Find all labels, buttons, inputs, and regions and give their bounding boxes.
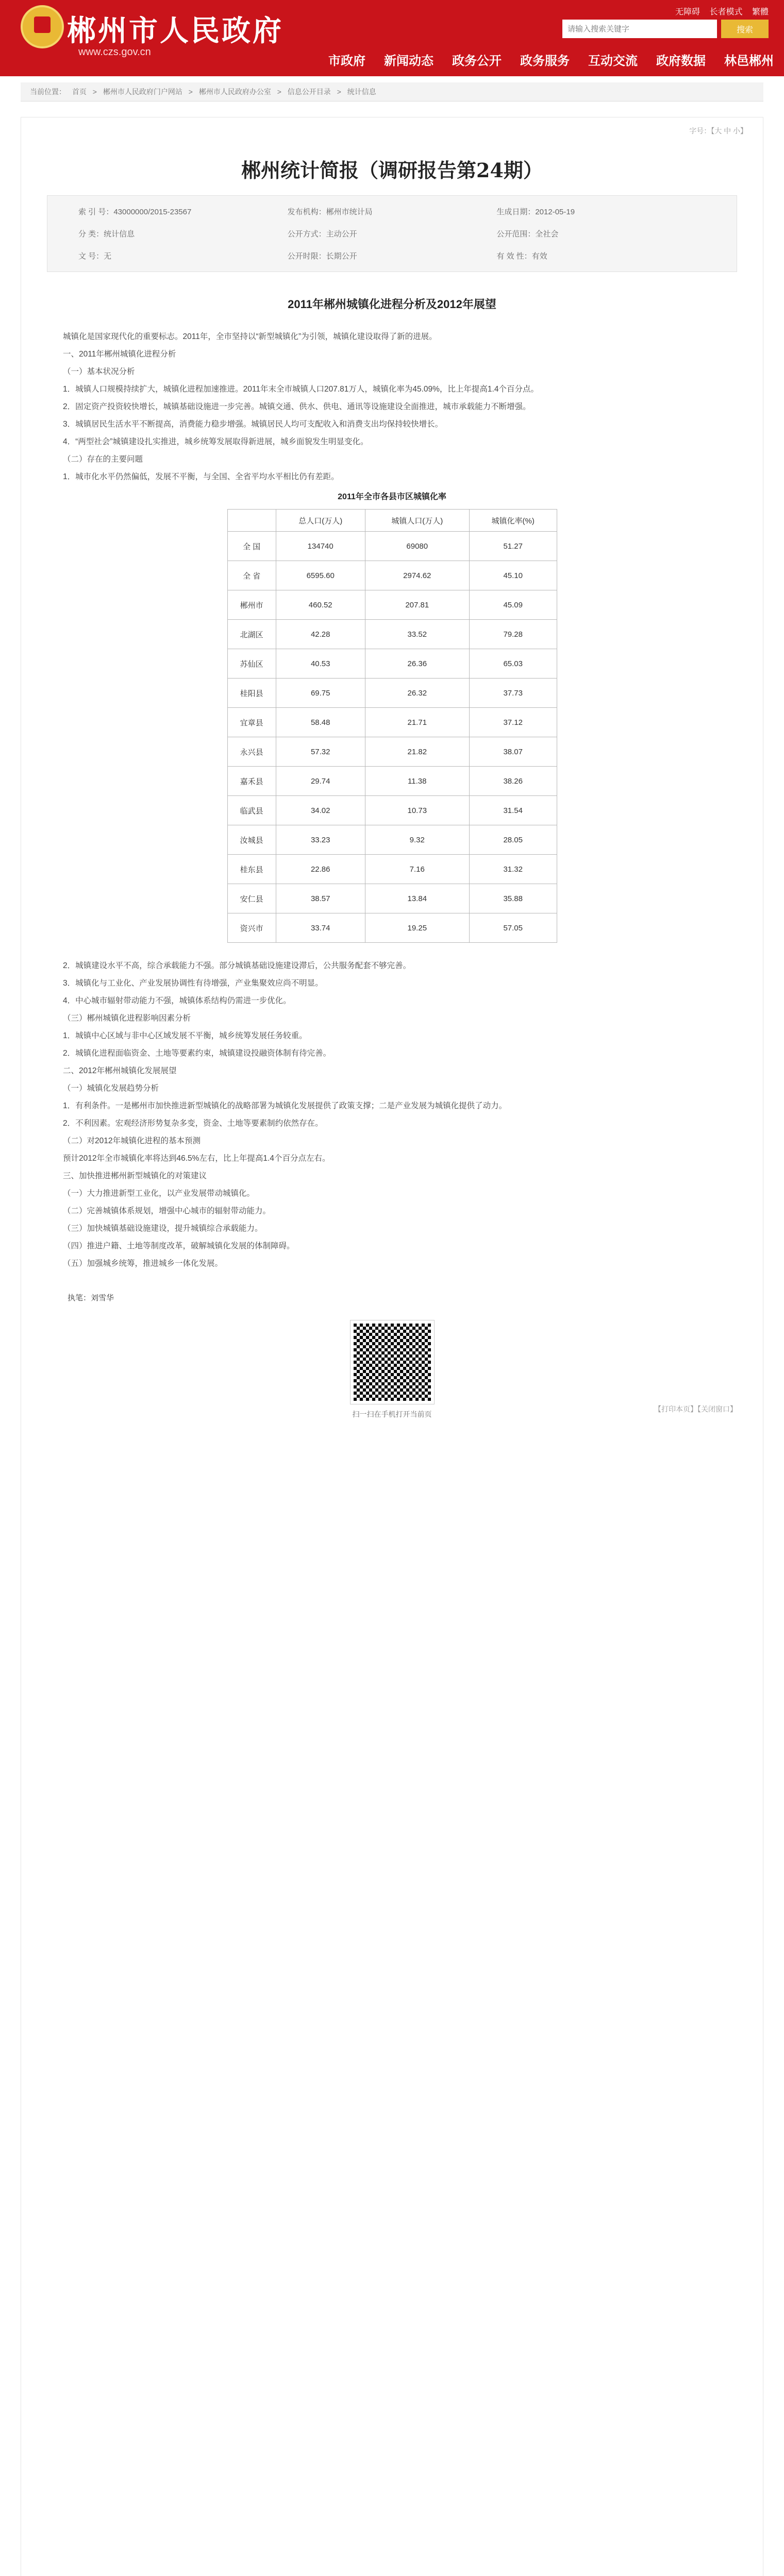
breadcrumb-home[interactable]: 首页 — [72, 88, 87, 96]
paragraph: 4．中心城市辐射带动能力不强，城镇体系结构仍需进一步优化。 — [63, 996, 291, 1005]
table-row — [227, 913, 557, 943]
qr-code-icon — [351, 1320, 434, 1404]
table-header-cell: 城镇人口(万人) — [365, 510, 469, 532]
value-cell: 45.10 — [469, 561, 557, 590]
value-cell: 7.16 — [365, 855, 469, 884]
value-cell: 460.52 — [276, 590, 365, 620]
value-cell: 57.05 — [469, 913, 557, 943]
search-button[interactable]: 搜索 — [721, 20, 769, 38]
region-cell: 北湖区 — [227, 620, 276, 649]
region-cell: 资兴市 — [227, 913, 276, 943]
section-heading: 三、加快推进郴州新型城镇化的对策建议 — [63, 1172, 207, 1180]
value-cell: 31.54 — [469, 796, 557, 825]
value-cell: 38.26 — [469, 767, 557, 796]
breadcrumb-sep: > — [277, 88, 281, 96]
value-cell: 26.36 — [365, 649, 469, 679]
page-title: 郴州统计简报（调研报告第24期） — [241, 159, 543, 182]
value-cell: 9.32 — [365, 825, 469, 855]
breadcrumb-prefix: 当前位置： — [30, 88, 66, 96]
article-container — [21, 117, 763, 2576]
paragraph: 1．有利条件。一是郴州市加快推进新型城镇化的战略部署为城镇化发展提供了政策支撑；二是产业发展为城镇化提供了动力。 — [63, 1101, 507, 1110]
value-cell: 11.38 — [365, 767, 469, 796]
region-cell: 桂东县 — [227, 855, 276, 884]
value-cell: 33.23 — [276, 825, 365, 855]
value-cell: 134740 — [276, 532, 365, 561]
value-cell: 69080 — [365, 532, 469, 561]
table-row — [227, 737, 557, 767]
meta-publisher: 发布机构：郴州市统计局 — [287, 208, 373, 216]
meta-index: 索 引 号：43000000/2015-23567 — [78, 208, 192, 216]
site-title[interactable]: 郴州市人民政府 — [67, 14, 283, 48]
region-cell: 安仁县 — [227, 884, 276, 913]
value-cell: 79.28 — [469, 620, 557, 649]
value-cell: 58.48 — [276, 708, 365, 737]
breadcrumb-sep: > — [188, 88, 193, 96]
value-cell: 37.12 — [469, 708, 557, 737]
value-cell: 29.74 — [276, 767, 365, 796]
value-cell: 6595.60 — [276, 561, 365, 590]
region-cell: 汝城县 — [227, 825, 276, 855]
toolbar-elderly-link[interactable]: 长者模式 — [709, 8, 743, 16]
breadcrumb-portal[interactable]: 郴州市人民政府门户网站 — [103, 88, 182, 96]
meta-validity: 有 效 性：有效 — [496, 252, 547, 261]
region-cell: 桂阳县 — [227, 679, 276, 708]
breadcrumb-sep: > — [92, 88, 97, 96]
paragraph: 1．城市化水平仍然偏低，发展不平衡，与全国、全省平均水平相比仍有差距。 — [63, 472, 339, 481]
table-header-cell — [227, 510, 276, 532]
table-row — [227, 649, 557, 679]
section-heading: （二）对2012年城镇化进程的基本预测 — [63, 1137, 201, 1145]
value-cell: 2974.62 — [365, 561, 469, 590]
value-cell: 38.57 — [276, 884, 365, 913]
toolbar-traditional-link[interactable]: 繁體 — [752, 8, 769, 16]
region-cell: 全 省 — [227, 561, 276, 590]
region-cell: 苏仙区 — [227, 649, 276, 679]
nav-item-linyi[interactable]: 林邑郴州 — [724, 54, 774, 68]
paragraph: 1．城镇人口规模持续扩大，城镇化进程加速推进。2011年末全市城镇人口207.81万人，城镇化率为45.09%，比上年提高1.4个百分点。 — [63, 385, 539, 394]
nav-item-government[interactable]: 市政府 — [328, 54, 365, 68]
value-cell: 57.32 — [276, 737, 365, 767]
article-body — [47, 329, 737, 1272]
toolbar-accessible-link[interactable]: 无障碍 — [675, 8, 700, 16]
value-cell: 33.52 — [365, 620, 469, 649]
paragraph: （一）大力推进新型工业化，以产业发展带动城镇化。 — [63, 1189, 255, 1198]
nav-item-disclosure[interactable]: 政务公开 — [452, 54, 502, 68]
region-cell: 永兴县 — [227, 737, 276, 767]
meta-doc-number: 文 号：无 — [78, 252, 112, 261]
table-row — [227, 825, 557, 855]
table-header-cell: 城镇化率(%) — [469, 510, 557, 532]
table-row — [227, 620, 557, 649]
site-domain: www.czs.gov.cn — [78, 46, 151, 58]
value-cell: 35.88 — [469, 884, 557, 913]
paragraph: 3．城镇居民生活水平不断提高，消费能力稳步增强。城镇居民人均可支配收入和消费支出均保持较快增长。 — [63, 420, 443, 429]
value-cell: 69.75 — [276, 679, 365, 708]
section-heading: （三）郴州城镇化进程影响因素分析 — [63, 1014, 191, 1023]
section-heading: （一）城镇化发展趋势分析 — [63, 1084, 159, 1093]
region-cell: 临武县 — [227, 796, 276, 825]
value-cell: 65.03 — [469, 649, 557, 679]
region-cell: 宜章县 — [227, 708, 276, 737]
value-cell: 207.81 — [365, 590, 469, 620]
table-row — [227, 884, 557, 913]
value-cell: 42.28 — [276, 620, 365, 649]
table-row — [227, 796, 557, 825]
paragraph: 3．城镇化与工业化、产业发展协调性有待增强，产业集聚效应尚不明显。 — [63, 979, 323, 988]
breadcrumb-office[interactable]: 郴州市人民政府办公室 — [198, 88, 271, 96]
paragraph: （三）加快城镇基础设施建设，提升城镇综合承载能力。 — [63, 1224, 263, 1233]
value-cell: 21.82 — [365, 737, 469, 767]
value-cell: 26.32 — [365, 679, 469, 708]
qr-caption: 扫一扫在手机打开当前页 — [352, 1410, 432, 1418]
paragraph: （二）完善城镇体系规划，增强中心城市的辐射带动能力。 — [63, 1207, 271, 1215]
region-cell: 嘉禾县 — [227, 767, 276, 796]
paragraph: 2．不利因素。宏观经济形势复杂多变，资金、土地等要素制约依然存在。 — [63, 1119, 323, 1128]
urbanization-table — [227, 490, 557, 943]
meta-open-mode: 公开方式：主动公开 — [287, 230, 357, 239]
value-cell: 31.32 — [469, 855, 557, 884]
breadcrumb-catalog[interactable]: 信息公开目录 — [287, 88, 331, 96]
section-heading: （二）存在的主要问题 — [63, 455, 143, 464]
table-row — [227, 590, 557, 620]
search-input[interactable] — [562, 20, 717, 38]
site-header — [0, 0, 784, 76]
accessibility-toolbar — [668, 5, 769, 17]
value-cell: 34.02 — [276, 796, 365, 825]
paragraph: 2．城镇建设水平不高，综合承载能力不强。部分城镇基础设施建设滞后，公共服务配套不够完善。 — [63, 961, 411, 970]
value-cell: 33.74 — [276, 913, 365, 943]
value-cell: 22.86 — [276, 855, 365, 884]
value-cell: 38.07 — [469, 737, 557, 767]
value-cell: 51.27 — [469, 532, 557, 561]
table-header-cell: 总人口(万人) — [276, 510, 365, 532]
table-row — [227, 679, 557, 708]
value-cell: 45.09 — [469, 590, 557, 620]
paragraph: 4．“两型社会”城镇建设扎实推进，城乡统筹发展取得新进展，城乡面貌发生明显变化。 — [63, 437, 369, 446]
meta-date: 生成日期：2012-05-19 — [496, 208, 575, 216]
table-row — [227, 855, 557, 884]
region-cell: 郴州市 — [227, 590, 276, 620]
paragraph: （五）加强城乡统筹，推进城乡一体化发展。 — [63, 1259, 223, 1268]
breadcrumb — [21, 82, 763, 101]
print-close-links[interactable]: 【打印本页】【关闭窗口】 — [654, 1405, 737, 1413]
paragraph: 2．城镇化进程面临资金、土地等要素约束，城镇建设投融资体制有待完善。 — [63, 1049, 331, 1058]
section-heading: 二、2012年郴州城镇化发展展望 — [63, 1066, 177, 1075]
paragraph: 2．固定资产投资较快增长，城镇基础设施进一步完善。城镇交通、供水、供电、通讯等设施建设全面推进，城市承载能力不断增强。 — [63, 402, 531, 411]
article-title: 2011年郴州城镇化进程分析及2012年展望 — [288, 298, 496, 311]
value-cell: 10.73 — [365, 796, 469, 825]
table-row — [227, 767, 557, 796]
table-caption: 2011年全市各县市区城镇化率 — [338, 493, 446, 501]
table-body — [227, 532, 557, 943]
breadcrumb-current[interactable]: 统计信息 — [347, 88, 376, 96]
font-size-switch[interactable]: 字号：【大 中 小】 — [689, 127, 747, 135]
breadcrumb-sep: > — [337, 88, 341, 96]
region-cell: 全 国 — [227, 532, 276, 561]
value-cell: 28.05 — [469, 825, 557, 855]
table-row — [227, 708, 557, 737]
table-header-row — [227, 510, 557, 532]
national-emblem-icon — [21, 5, 64, 48]
meta-time-limit: 公开时限：长期公开 — [287, 252, 357, 261]
nav-item-data[interactable]: 政府数据 — [656, 54, 706, 68]
nav-item-interaction[interactable]: 互动交流 — [588, 54, 638, 68]
section-heading: （一）基本状况分析 — [63, 367, 135, 376]
table-row — [227, 532, 557, 561]
value-cell: 21.71 — [365, 708, 469, 737]
value-cell: 37.73 — [469, 679, 557, 708]
nav-item-services[interactable]: 政务服务 — [520, 54, 570, 68]
value-cell: 19.25 — [365, 913, 469, 943]
paragraph: 城镇化是国家现代化的重要标志。2011年，全市坚持以“新型城镇化”为引领，城镇化建设取得了新的进展。 — [63, 332, 437, 341]
meta-open-scope: 公开范围：全社会 — [496, 230, 559, 239]
paragraph: 预计2012年全市城镇化率将达到46.5%左右，比上年提高1.4个百分点左右。 — [63, 1154, 330, 1163]
section-heading: 一、2011年郴州城镇化进程分析 — [63, 350, 176, 359]
paragraph: （四）推进户籍、土地等制度改革，破解城镇化发展的体制障碍。 — [63, 1242, 295, 1250]
author-signature: 执笔：刘雪华 — [68, 1294, 114, 1302]
paragraph: 1．城镇中心区域与非中心区域发展不平衡，城乡统筹发展任务较重。 — [63, 1031, 307, 1040]
table-row — [227, 561, 557, 590]
value-cell: 40.53 — [276, 649, 365, 679]
main-nav — [310, 50, 774, 69]
document-meta — [47, 195, 737, 272]
meta-category: 分 类：统计信息 — [78, 230, 135, 239]
value-cell: 13.84 — [365, 884, 469, 913]
nav-item-news[interactable]: 新闻动态 — [384, 54, 433, 68]
